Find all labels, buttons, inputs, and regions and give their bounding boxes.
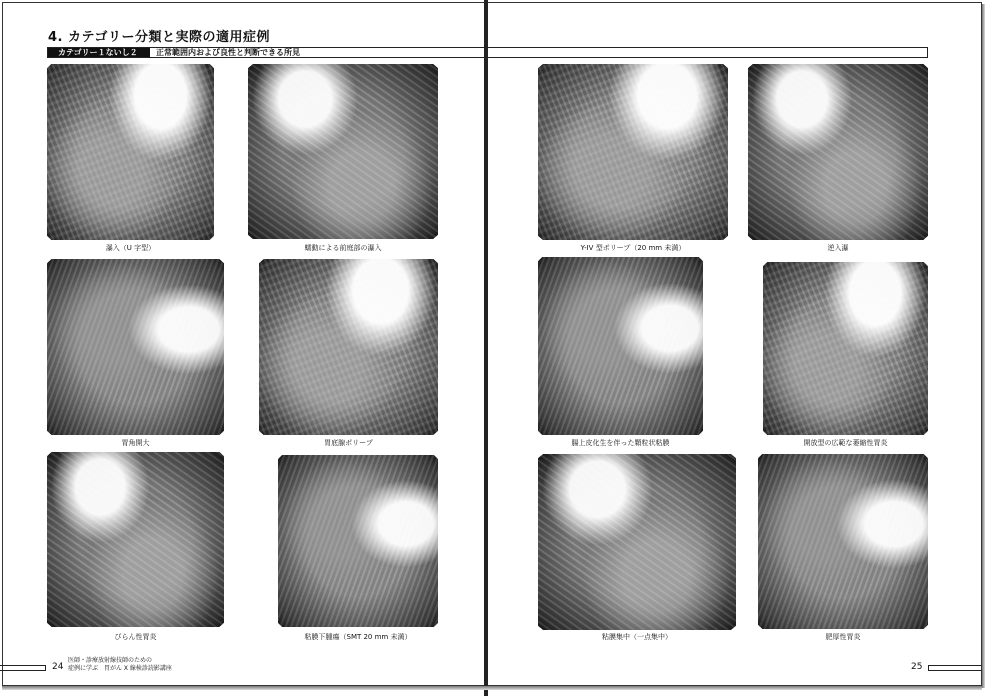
book-gutter (484, 0, 488, 696)
category-description: 正常範囲内および良性と判断できる所見 (156, 48, 300, 57)
category-tag: カテゴリー１ないし２ (48, 48, 150, 57)
figure-caption-1: 瀑入（U 字型） (105, 244, 156, 252)
figure-caption-4: 胃底腺ポリープ (324, 439, 373, 447)
figure-caption-5: びらん性胃炎 (114, 633, 157, 641)
figure-caption-11: 粘膜集中（一点集中） (602, 633, 672, 641)
book-title-line-2: 症例に学ぶ 胃がん X 線検診読影講座 (68, 665, 172, 672)
section-heading: 4. カテゴリー分類と実際の適用症例 (48, 30, 270, 45)
xray-image-4 (259, 259, 438, 435)
xray-image-10 (763, 262, 928, 435)
figure-caption-9: 腸上皮化生を伴った顆粒状粘膜 (571, 439, 670, 447)
figure-caption-6: 粘膜下腫瘍（SMT 20 mm 未満） (304, 633, 412, 641)
left-page-number: 24 (52, 662, 64, 672)
right-page-number: 25 (911, 662, 923, 672)
figure-caption-8: 逆入瀑 (827, 244, 849, 252)
xray-image-1 (47, 64, 214, 240)
xray-image-9 (538, 257, 703, 435)
xray-image-3 (47, 259, 224, 435)
figure-caption-12: 肥厚性胃炎 (825, 633, 861, 641)
figure-caption-7: Y-IV 型ポリープ（20 mm 未満） (580, 244, 686, 252)
figure-caption-3: 胃角開大 (121, 439, 150, 447)
xray-image-5 (47, 452, 224, 627)
category-bar (47, 47, 928, 58)
xray-image-6 (278, 455, 438, 627)
xray-image-2 (248, 64, 438, 239)
xray-image-7 (538, 64, 728, 240)
figure-caption-10: 開放型の広範な萎縮性胃炎 (803, 439, 888, 447)
page-shadow-bottom (2, 686, 982, 690)
xray-image-8 (748, 64, 928, 240)
book-title-line-1: 医師・診療放射線技師のための (68, 657, 153, 664)
book-title (68, 657, 172, 673)
footer-rule-right (928, 665, 982, 671)
footer-rule-left (0, 665, 46, 671)
xray-image-11 (538, 454, 736, 630)
xray-image-12 (758, 454, 928, 629)
figure-caption-2: 蠕動による前庭部の瀑入 (304, 244, 382, 252)
